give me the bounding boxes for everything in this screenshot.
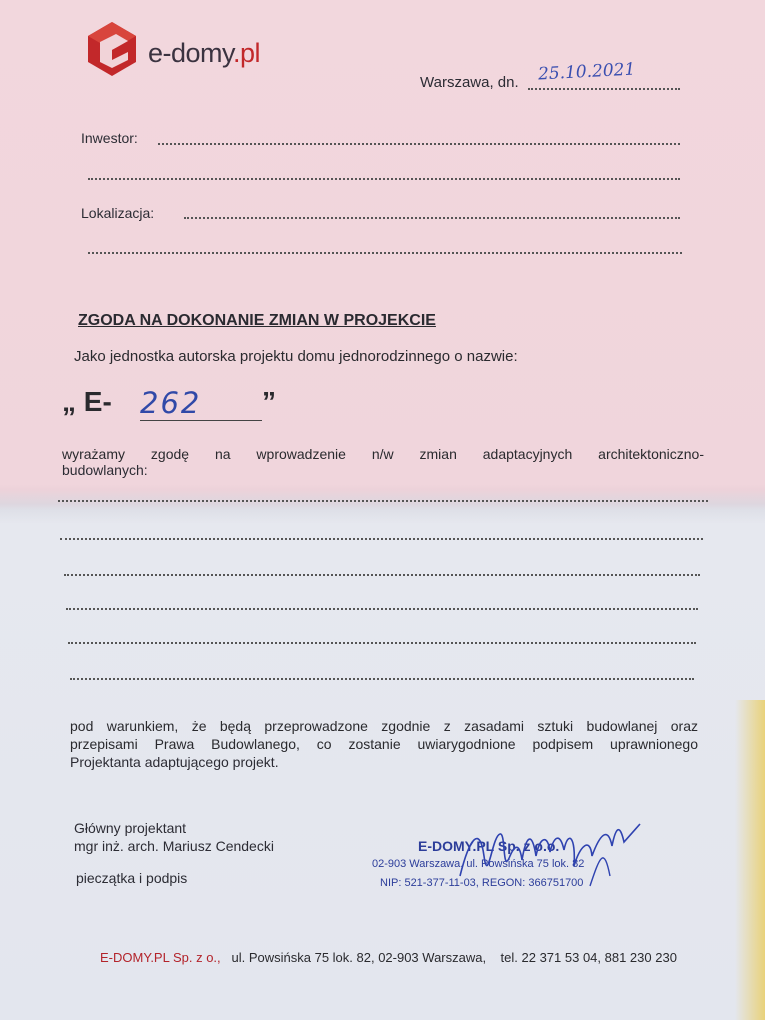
- change-line-4[interactable]: [66, 608, 698, 610]
- signatory-role: Główny projektant: [74, 820, 187, 836]
- condition-line-3: Projektanta adaptującego projekt.: [70, 754, 279, 770]
- city-label: Warszawa, dn.: [420, 74, 519, 91]
- footer-phones: tel. 22 371 53 04, 881 230 230: [500, 950, 677, 965]
- investor-label: Inwestor:: [81, 130, 138, 146]
- footer-company: E-DOMY.PL Sp. z o.,: [100, 950, 221, 965]
- change-line-5[interactable]: [68, 642, 696, 644]
- consent-line-1: wyrażamy zgodę na wprowadzenie n/w zmian adaptacyjnych architektoniczno-: [62, 446, 704, 462]
- location-field-1[interactable]: [184, 217, 680, 219]
- change-line-3[interactable]: [64, 574, 700, 576]
- logo-icon: [86, 20, 138, 78]
- investor-field-2[interactable]: [88, 178, 680, 180]
- location-label: Lokalizacja:: [81, 205, 155, 221]
- paper-fold: [0, 484, 765, 524]
- stamp-address: 02-903 Warszawa, ul. Powsińska 75 lok. 82: [372, 858, 585, 870]
- document-title: ZGODA NA DOKONANIE ZMIAN W PROJEKCIE: [78, 312, 436, 329]
- intro-text: Jako jednostka autorska projektu domu jednorodzinnego o nazwie:: [74, 348, 518, 365]
- project-open-quote: [62, 386, 112, 418]
- open-quote: „: [62, 386, 76, 417]
- condition-line-1: pod warunkiem, że będą przeprowadzone zgodnie z zasadami sztuki budowlanej oraz: [70, 718, 698, 734]
- footer: [100, 950, 677, 965]
- condition-line-2: przepisami Prawa Budowlanego, co zostanie uwiarygodnione podpisem uprawnionego: [70, 736, 698, 752]
- stamp-label: pieczątka i podpis: [76, 870, 188, 886]
- signature-icon: [440, 816, 660, 906]
- logo-text: [148, 38, 260, 69]
- change-line-6[interactable]: [70, 678, 694, 680]
- signatory-name: mgr inż. arch. Mariusz Cendecki: [74, 838, 274, 854]
- location-field-2[interactable]: [88, 252, 682, 254]
- change-line-1[interactable]: [58, 500, 708, 502]
- logo-name: e-domy: [148, 38, 234, 68]
- stamp-company: E-DOMY.PL Sp. z o.o.: [418, 838, 560, 854]
- change-line-2[interactable]: [60, 538, 703, 540]
- project-number-handwritten[interactable]: 262: [140, 386, 202, 420]
- investor-field-1[interactable]: [158, 143, 680, 145]
- consent-line-2: budowlanych:: [62, 462, 148, 478]
- background-edge: [735, 700, 765, 1020]
- logo-suffix: .pl: [233, 38, 261, 68]
- project-prefix: E-: [83, 386, 112, 417]
- project-close-quote: ”: [262, 386, 276, 417]
- date-dots: [528, 88, 680, 90]
- date-handwritten[interactable]: 25.10.2021: [537, 59, 636, 85]
- project-number-line: [140, 420, 262, 421]
- footer-address: ul. Powsińska 75 lok. 82, 02-903 Warszawa,: [231, 950, 487, 965]
- stamp-ids: NIP: 521-377-11-03, REGON: 366751700: [380, 877, 584, 889]
